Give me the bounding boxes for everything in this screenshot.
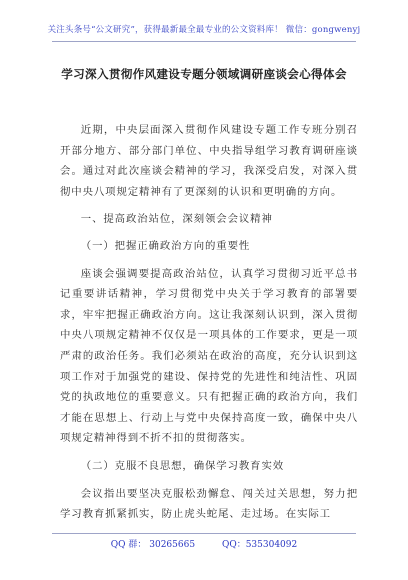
document-title: 学习深入贯彻作风建设专题分领域调研座谈会心得体会 (61, 67, 347, 81)
footer-qq: QQ：535304092 (221, 540, 298, 550)
header-divider (52, 41, 356, 42)
subsection-paragraph-1: 座谈会强调要提高政治站位，认真学习贯彻习近平总书记重要讲话精神，学习贯彻党中央关于学习教育的部署要求，牢牢把握正确政治方向。这让我深刻认识到，深入贯彻中央八项规定精神不仅仅是一项具体的工作要求，更是一项严肃的政治任务。我们必须站在政治的高度，充分认识到这项工作对于加强党的建设、保持党的先进性和纯洁性、巩固党的执政地位的重要意义。只有把握正确的政治方向，我们才能在思想上、行动上与党中央保持高度一致，确保中央八项规定精神得到不折不扣的贯彻落实。 (60, 267, 358, 445)
footer-divider (52, 533, 356, 534)
intro-paragraph: 近期，中央层面深入贯彻作风建设专题工作专班分别召开部分地方、部分部门单位、中央指导组学习教育调研座谈会。通过对此次座谈会精神的学习，我深受启发，对深入贯彻中央八项规定精神有了更深刻的认识和更明确的方向。 (60, 124, 358, 198)
document-body (60, 120, 358, 532)
footer-contacts (0, 537, 408, 550)
subsection-heading-2: （二）克服不良思想，确保学习教育实效 (80, 459, 285, 472)
footer-qq-group: QQ 群： 30265665 (110, 540, 196, 550)
subsection-paragraph-2: 会议指出要坚决克服松劲懈怠、闯关过关思想，努力把学习教育抓紧抓实，防止虎头蛇尾、走过场。在实际工 (60, 487, 358, 521)
section-heading-1: 一、提高政治站位，深刻领会会议精神 (80, 213, 273, 226)
subsection-heading-1: （一）把握正确政治方向的重要性 (80, 239, 251, 252)
header-note: 关注头条号“公文研究”，获得最新最全最专业的公文资料库！ 微信：gongwenyj (47, 25, 361, 35)
